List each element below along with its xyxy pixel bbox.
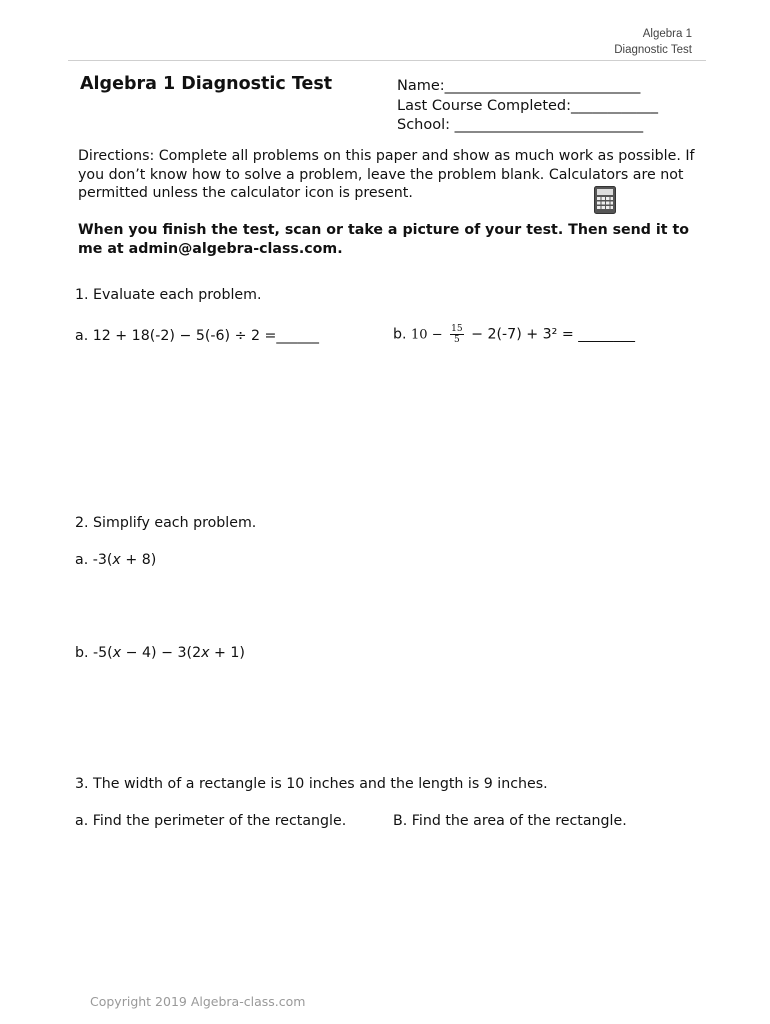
question-2a xyxy=(75,552,156,568)
name-field[interactable]: Name:___________________________ xyxy=(397,78,641,94)
question-3a: a. Find the perimeter of the rectangle. xyxy=(75,813,347,829)
fraction xyxy=(450,324,463,345)
submission-instructions: When you finish the test, scan or take a picture of your test. Then send it to me at admin@algebra-class.com. xyxy=(78,222,689,257)
question-1a: a. 12 + 18(-2) − 5(-6) ÷ 2 =______ xyxy=(75,328,319,344)
calculator-icon xyxy=(594,186,616,214)
directions-text: Directions: Complete all problems on this paper and show as much work as possible. If you don’t know how to solve a problem, leave the problem blank. Calculators are not permitted unless the calculator icon is present. xyxy=(78,148,695,201)
variable-x: x xyxy=(112,552,121,568)
school-field[interactable]: School: __________________________ xyxy=(397,117,644,133)
question-2b xyxy=(75,645,245,661)
question-1b xyxy=(393,324,635,345)
question-2a-text: a. -3( xyxy=(75,552,113,568)
question-3-prompt: 3. The width of a rectangle is 10 inches and the length is 9 inches. xyxy=(75,776,548,792)
variable-x: x xyxy=(201,645,210,661)
header-divider xyxy=(68,60,706,61)
fraction-denominator: 5 xyxy=(453,335,460,345)
question-2b-text-mid: − 4) − 3(2 xyxy=(121,645,202,661)
student-info-fields xyxy=(397,77,658,136)
question-2b-text-end: + 1) xyxy=(209,645,245,661)
header-line-1: Algebra 1 xyxy=(642,28,692,40)
question-2-prompt: 2. Simplify each problem. xyxy=(75,515,257,531)
fraction-numerator: 15 xyxy=(451,324,463,334)
question-2a-text-end: + 8) xyxy=(120,552,157,568)
copyright-footer: Copyright 2019 Algebra-class.com xyxy=(90,994,306,1009)
header-line-2: Diagnostic Test xyxy=(614,44,692,56)
page-title: Algebra 1 Diagnostic Test xyxy=(80,74,333,94)
variable-x: x xyxy=(112,645,122,661)
question-1b-lead: 10 − xyxy=(411,327,443,343)
question-3b: B. Find the area of the rectangle. xyxy=(393,813,627,829)
last-course-field[interactable]: Last Course Completed:____________ xyxy=(397,97,659,114)
question-1-prompt: 1. Evaluate each problem. xyxy=(75,287,262,303)
question-1b-label: b. xyxy=(393,326,407,343)
question-1b-tail: − 2(-7) + 3² = ________ xyxy=(471,326,636,343)
question-2b-text: b. -5( xyxy=(75,645,113,661)
running-header xyxy=(614,26,692,58)
